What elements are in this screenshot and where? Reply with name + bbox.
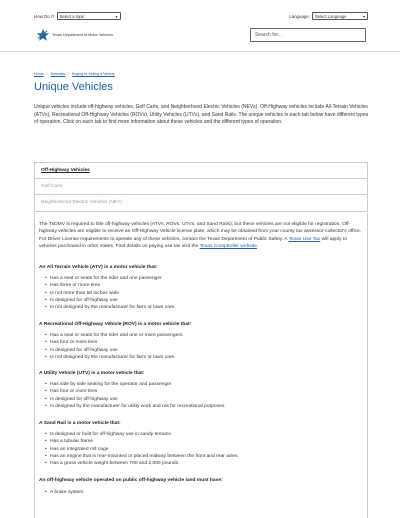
list-item: • Is not designed by the manufacturer for farm or lawn care. [45, 354, 182, 361]
section-heading-rov: A Recreational Off-Highway Vehicle (ROV) is a motor vehicle that: [39, 322, 192, 327]
tab-off-highway-vehicles[interactable]: Off-Highway Vehicles [35, 163, 367, 179]
list-item: • Is designed for off-highway use [45, 347, 182, 354]
language-label: Language: [289, 13, 310, 19]
list-atv [45, 275, 176, 311]
search-input[interactable]: Search for... [250, 28, 366, 42]
comptroller-link[interactable]: Texas Comptroller website [199, 243, 257, 249]
panel-intro-text: The TxDMV is required to title off-highway vehicles (ATVs, ROVs, UTVs, and Sand Rails), but these vehicles are not eligible for registration. Off-highway vehicles are eligible to receive an Off-Highway Vehicle license plate, which may be obtained from your county tax assessor-collector's office. For Driver License requirements to operate any of these vehicles, contact the Texas Department of Public Safety. A [39, 222, 362, 242]
texas-star-icon [36, 28, 50, 42]
list-item: • Has an engine that is rear-mounted or placed midway between the front and rear axles [45, 453, 238, 460]
language-selector [289, 12, 368, 20]
list-item: • Is not designed by the manufacturer for farm or lawn care. [45, 304, 176, 311]
list-item: • Is designed for off-highway use [45, 297, 176, 304]
panel-intro-end: . [256, 243, 259, 249]
list-item: • Has an integrated roll cage [45, 446, 238, 453]
chevron-down-icon: ▾ [362, 13, 365, 19]
list-item: • Is designed by the manufacturer for utility work and not for recreational purposes. [45, 403, 226, 410]
list-item: • Has four or more tires [45, 339, 182, 346]
breadcrumb-separator: / [68, 72, 70, 76]
breadcrumb-motorists[interactable]: Motorists [50, 72, 66, 76]
tab-nev[interactable]: Neighborhood Electric Vehicles (NEV) [41, 200, 122, 205]
vehicle-tabs [34, 162, 368, 212]
use-tax-link[interactable]: Texas Use Tax [288, 236, 321, 242]
list-item: • Has four or more tires [45, 388, 226, 395]
breadcrumb [34, 72, 115, 76]
list-item: • Has side by side seating for the operator and passenger [45, 381, 226, 388]
list-item: • Has a gross vehicle weight between 700 and 2,000 pounds. [45, 460, 238, 467]
page-title: Unique Vehicles [34, 81, 113, 93]
list-item: • Is not more than 50 inches wide [45, 290, 176, 297]
language-select[interactable] [312, 12, 368, 20]
panel-intro-mid: will apply to vehicles purchased in other states. Find details on paying use tax visit the [39, 236, 347, 249]
section-heading-utv: A Utility Vehicle (UTV) is a motor vehicle that: [39, 371, 145, 376]
list-rov [45, 332, 182, 361]
intro-paragraph: Unique vehicles include off-highway vehicles, Golf Carts, and Neighborhood Electric Vehicles (NEVs). Off-Highway vehicles include All-Terrain Vehicles (ATVs), Recreational Off-Highway Vehicles (ROVs), Utility Vehicles (UTVs), and Sand Rails. The unique vehicles in each tab below have different types of operation. Click on each tab to find more information about these vehicles and the different types of operation. [34, 104, 369, 126]
section-heading-atv: An All Terrain Vehicle (ATV) is a motor vehicle that: [39, 265, 158, 270]
logo-text: Texas Department of Motor Vehicles [52, 33, 113, 37]
list-item: • A brake system [45, 489, 83, 496]
list-sand-rail [45, 431, 238, 467]
breadcrumb-separator: / [46, 72, 48, 76]
breadcrumb-buying-selling[interactable]: Buying or Selling a Vehicle [72, 72, 115, 76]
section-heading-public-land: An off-highway vehicle operated on public off-highway vehicle land must have: [39, 478, 223, 483]
how-do-i [34, 12, 121, 20]
list-utv [45, 381, 226, 410]
list-item: • Has a seat or seats for the rider and one or more passengers [45, 332, 182, 339]
panel-intro [39, 221, 365, 250]
list-public-land [45, 489, 83, 496]
breadcrumb-home[interactable]: Home [34, 72, 44, 76]
list-item: • Is designed or built for off-highway use in sandy terrains [45, 431, 238, 438]
site-header [0, 22, 400, 52]
list-item: • Has three or more tires [45, 282, 176, 289]
how-do-i-label: How Do I? [34, 13, 55, 19]
section-heading-sand-rail: A Sand Rail is a motor vehicle that: [39, 421, 121, 426]
how-do-i-select[interactable] [57, 12, 121, 20]
chevron-down-icon: ▾ [115, 13, 118, 19]
site-logo[interactable] [36, 28, 113, 42]
list-item: • Has a seat or seats for the rider and one passenger [45, 275, 176, 282]
how-do-i-select-value: Select a topic [59, 13, 85, 19]
list-item: • Has a tubular frame [45, 438, 238, 445]
tab-panel-off-highway [34, 213, 368, 518]
tab-golf-carts[interactable]: Golf Carts [35, 179, 367, 195]
list-item: • Is designed for off-highway use [45, 396, 226, 403]
language-select-value: Select Language [315, 13, 347, 19]
